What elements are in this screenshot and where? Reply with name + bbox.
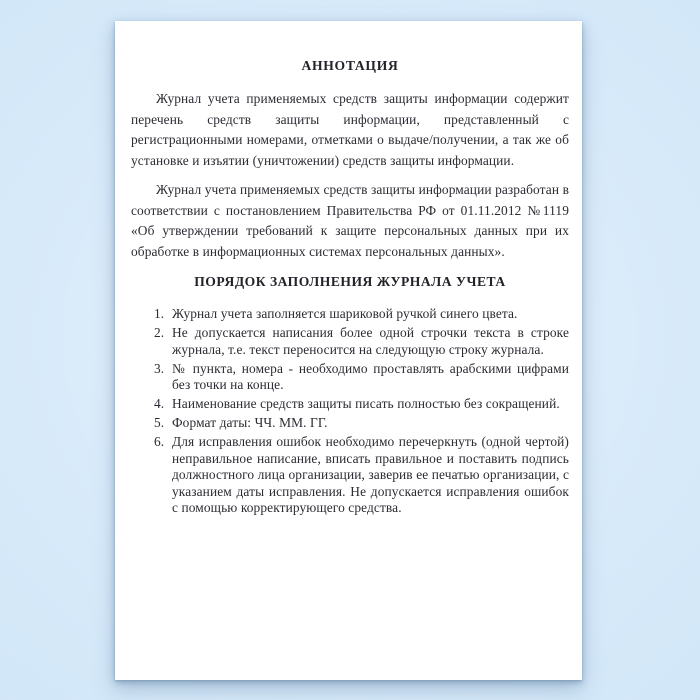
rule-number: 1. [154, 306, 165, 321]
rule-text: Для исправления ошибок необходимо перечеркнуть (одной чертой) неправильное написание, вписать правильное и поставить подпись должностного лица организации, заверив ее печатью организации, с указанием даты исправления. Не допускается исправления ошибок с помощью корректирующего средства. [172, 434, 569, 515]
rule-number: 5. [154, 415, 165, 430]
rule-number: 4. [154, 396, 165, 411]
rule-item [154, 396, 569, 413]
rule-item [154, 434, 569, 517]
rule-text: Формат даты: ЧЧ. ММ. ГГ. [172, 415, 328, 430]
rules-list [131, 306, 569, 517]
rule-text: Не допускается написания более одной строчки текста в строке журнала, т.е. текст переносится на следующую строку журнала. [172, 325, 569, 357]
annotation-title: АННОТАЦИЯ [301, 58, 399, 73]
rule-item [154, 360, 569, 394]
rule-item [154, 306, 569, 323]
document-page [115, 21, 582, 680]
rule-text: Наименование средств защиты писать полностью без сокращений. [172, 396, 560, 411]
rule-text: Журнал учета заполняется шариковой ручкой синего цвета. [172, 306, 518, 321]
document-content [115, 21, 582, 680]
rule-item [154, 325, 569, 358]
rule-number: 3. [154, 360, 165, 376]
annotation-paragraph-1: Журнал учета применяемых средств защиты информации содержит перечень средств защиты информации, представленный с регистрационными номерами, отметками о выдаче/получении, а так же об установке и изъятии (уничтожении) средств защиты информации. [131, 91, 569, 168]
rule-number: 6. [154, 434, 165, 449]
rule-number: 2. [154, 325, 165, 340]
section-title: ПОРЯДОК ЗАПОЛНЕНИЯ ЖУРНАЛА УЧЕТА [194, 274, 506, 289]
annotation-paragraph-2: Журнал учета применяемых средств защиты информации разработан в соответствии с постановлением Правительства РФ от 01.11.2012 №1119 «Об утверждении требований к защите персональных данных при их обработке в информационных системах персональных данных». [131, 182, 569, 259]
rule-item [154, 415, 569, 432]
rule-text: № пункта, номера - необходимо проставлять арабскими цифрами без точки на конце. [172, 360, 569, 392]
